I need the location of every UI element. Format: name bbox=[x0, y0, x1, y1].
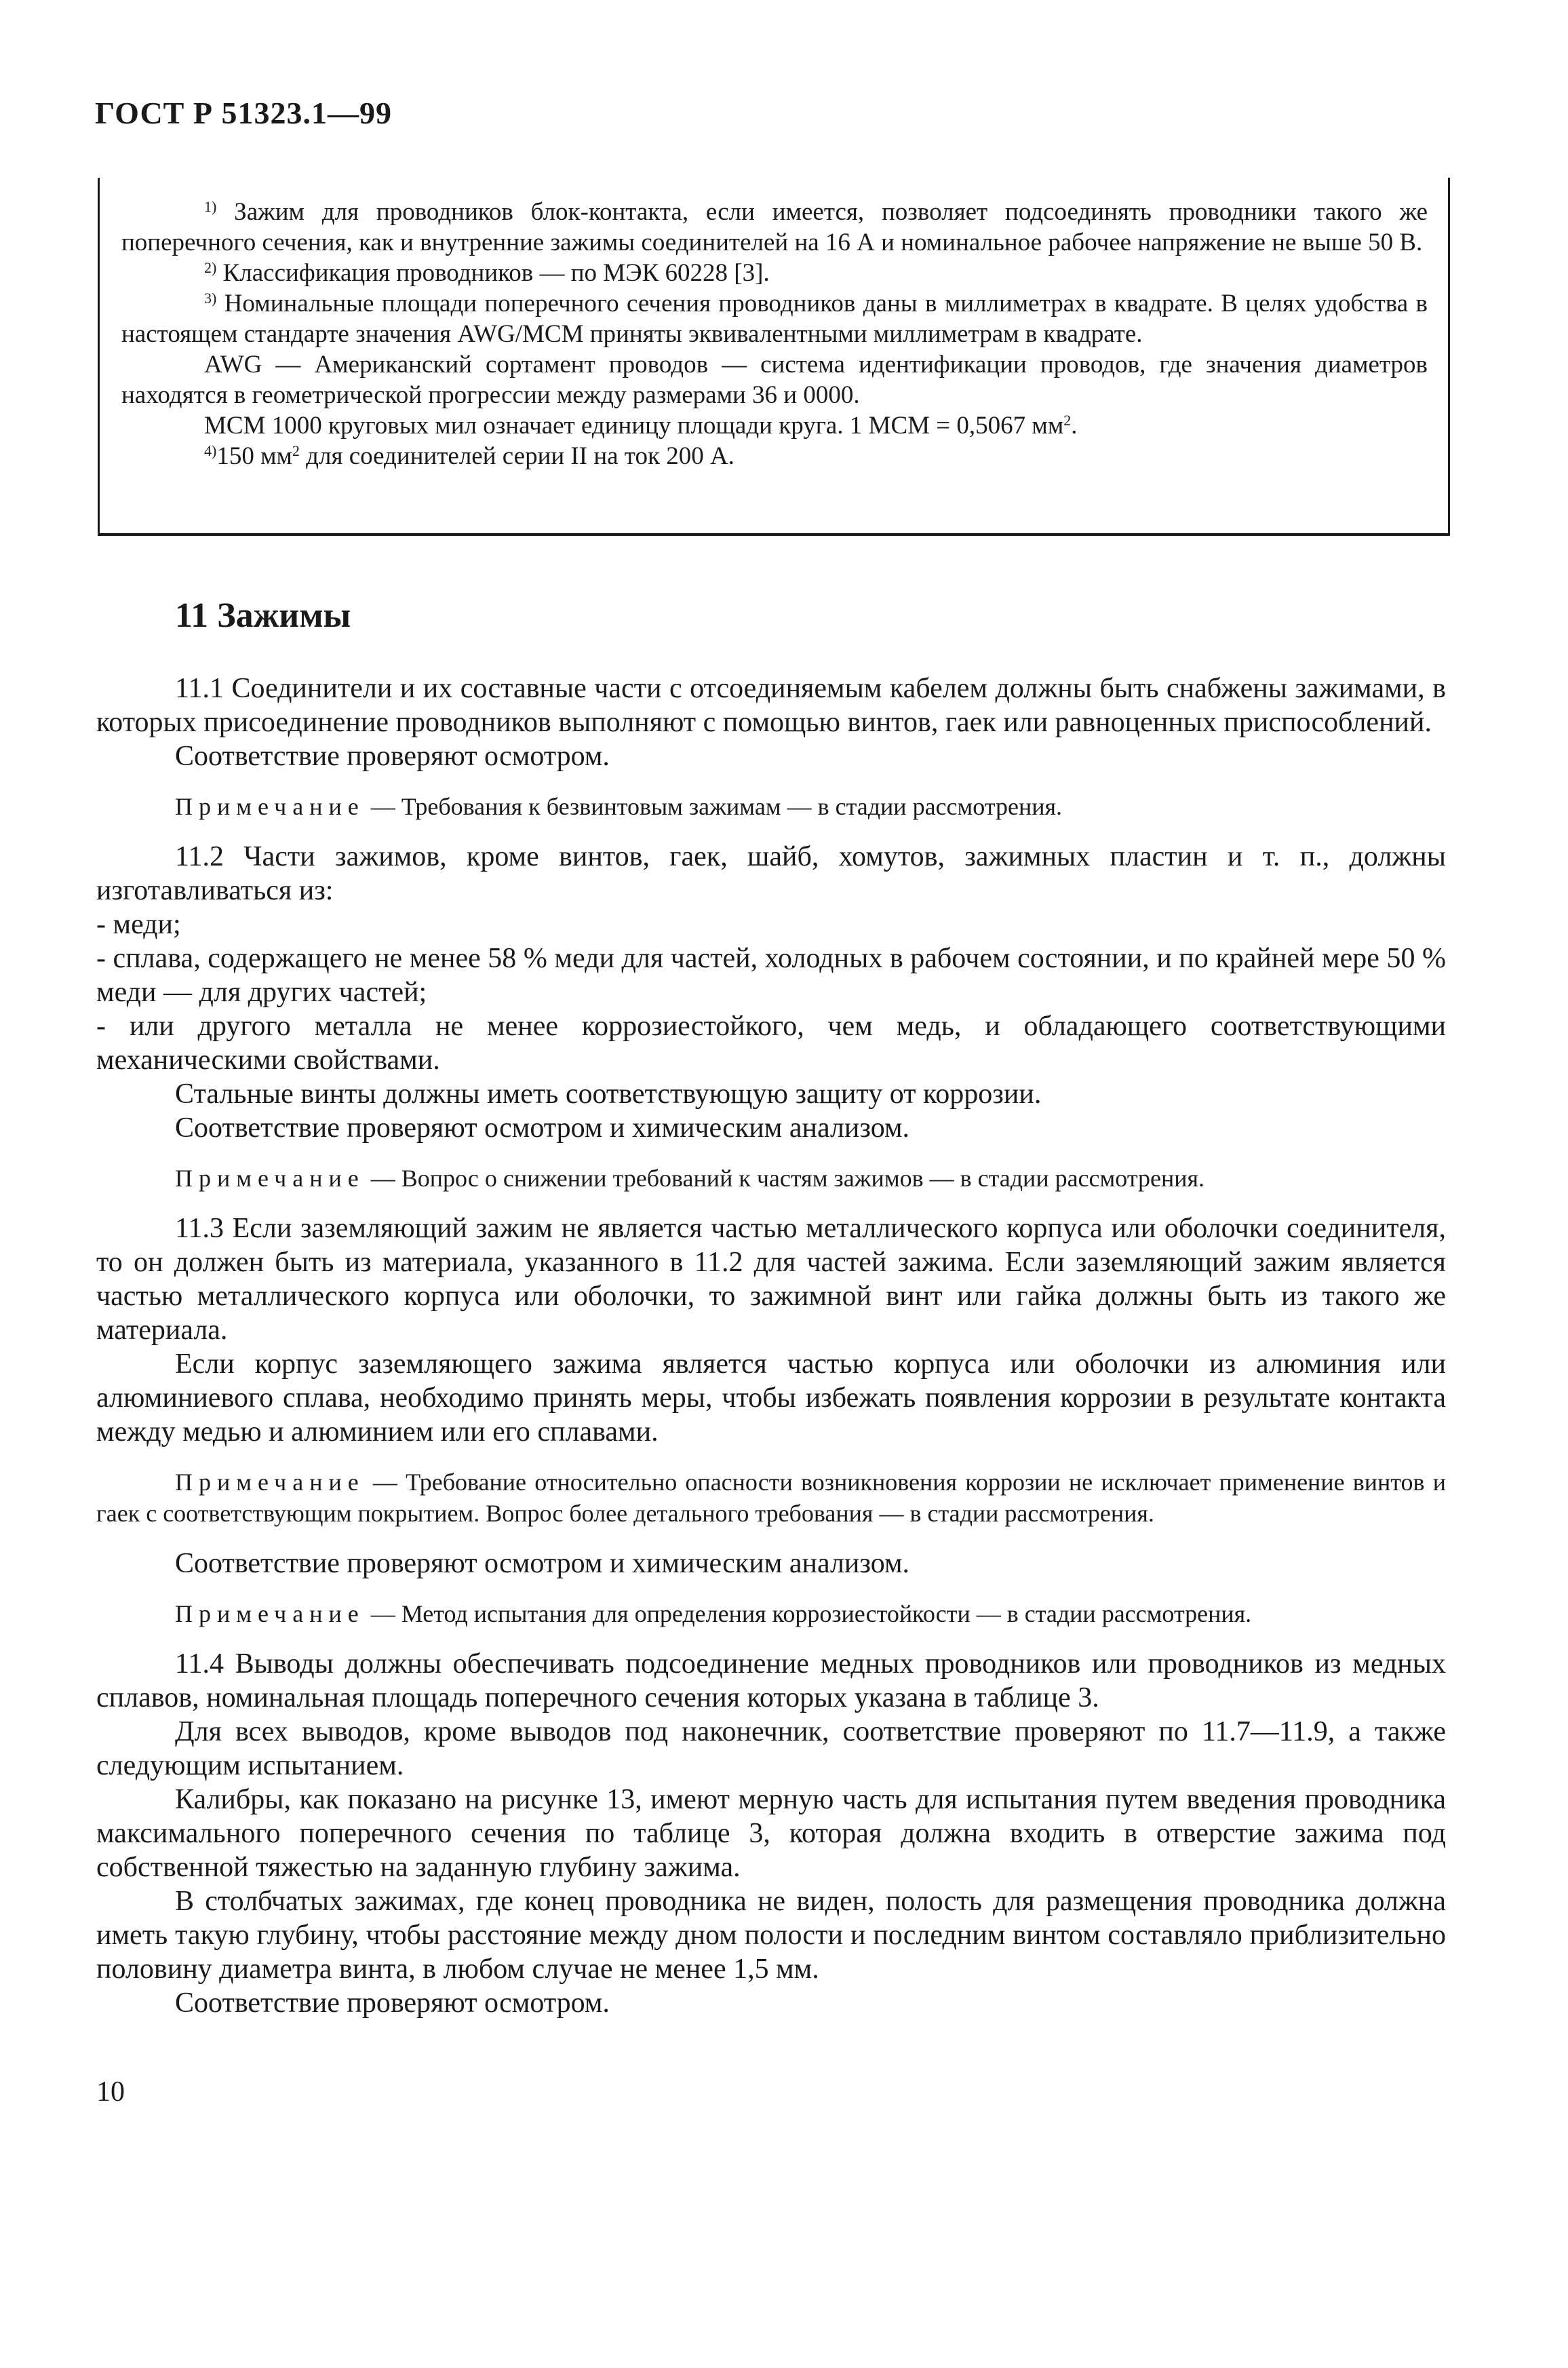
note bbox=[96, 1163, 1446, 1194]
note-label: Примечание bbox=[175, 1165, 365, 1192]
footnote-text: для соединителей серии II на ток 200 А. bbox=[299, 442, 734, 470]
list-item: - сплава, содержащего не менее 58 % меди для частей, холодных в рабочем состоянии, и по крайней мере 50 % меди — для других частей; bbox=[96, 943, 1446, 1008]
footnotes-box bbox=[98, 178, 1450, 536]
compliance-check: Соответствие проверяют осмотром и химическим анализом. bbox=[175, 1112, 910, 1144]
list-item: - или другого металла не менее коррозиестойкого, чем медь, и обладающего соответствующими механическими свойствами. bbox=[96, 1011, 1446, 1076]
compliance-check: Соответствие проверяют осмотром. bbox=[175, 1987, 610, 2019]
page-number: 10 bbox=[96, 2076, 125, 2108]
paragraph-11-4-gauges: Калибры, как показано на рисунке 13, имеют мерную часть для испытания путем введения проводника максимального поперечного сечения по таблице 3, которая должна входить в отверстие зажима под собственной тяжестью на заданную глубину зажима. bbox=[96, 1784, 1446, 1883]
compliance-check: Соответствие проверяют осмотром. bbox=[175, 741, 610, 772]
footnote-mark: 1) bbox=[204, 198, 217, 215]
note bbox=[96, 1467, 1446, 1529]
footnote-text: . bbox=[1071, 412, 1078, 440]
note-text: — Требование относительно опасности возникновения коррозии не исключает применение винтов и гаек с соответствующим покрытием. Вопрос более детального требования — в стадии рассмотрения. bbox=[96, 1469, 1446, 1527]
paragraph-11-3-aluminium: Если корпус заземляющего зажима является частью корпуса или оболочки из алюминия или алюминиевого сплава, необходимо принять меры, чтобы избежать появления коррозии в результате контакта между медью и алюминием или его сплавами. bbox=[96, 1348, 1446, 1448]
paragraph-steel-screws: Стальные винты должны иметь соответствующую защиту от коррозии. bbox=[175, 1079, 1042, 1110]
paragraph-11-2: 11.2 Части зажимов, кроме винтов, гаек, шайб, хомутов, зажимных пластин и т. п., должны изготавливаться из: bbox=[96, 841, 1446, 906]
note-text: — Вопрос о снижении требований к частям зажимов — в стадии рассмотрения. bbox=[364, 1165, 1205, 1192]
paragraph-11-4-outputs: Для всех выводов, кроме выводов под наконечник, соответствие проверяют по 11.7—11.9, а также следующим испытанием. bbox=[96, 1716, 1446, 1781]
paragraph-11-1: 11.1 Соединители и их составные части с отсоединяемым кабелем должны быть снабжены зажимами, в которых присоединение проводников выполняют с помощью винтов, гаек или равноценных приспособлений. bbox=[96, 673, 1446, 738]
footnote-text: Классификация проводников — по МЭК 60228 [3]. bbox=[222, 259, 770, 287]
document-header: ГОСТ Р 51323.1—99 bbox=[95, 96, 392, 130]
footnote-2 bbox=[121, 258, 1428, 288]
footnote-text: MCM 1000 круговых мил означает единицу площади круга. 1 MCM = 0,5067 мм bbox=[204, 412, 1064, 440]
section-title: 11 Зажимы bbox=[175, 596, 351, 635]
footnote-4 bbox=[121, 441, 1428, 471]
footnote-mcm bbox=[121, 410, 1428, 441]
note-text: — Требования к безвинтовым зажимам — в стадии рассмотрения. bbox=[364, 793, 1063, 820]
paragraph-11-4-pillar-terminals: В столбчатых зажимах, где конец проводника не виден, полость для размещения проводника должна иметь такую глубину, чтобы расстояние между дном полости и последним винтом составляло приблизительно половину диаметра винта, в любом случае не менее 1,5 мм. bbox=[96, 1886, 1446, 1985]
note bbox=[96, 1598, 1446, 1629]
main-text bbox=[96, 672, 1446, 2020]
note-label: Примечание bbox=[175, 793, 365, 820]
superscript: 2 bbox=[292, 442, 300, 459]
note-label: Примечание bbox=[175, 1600, 365, 1627]
footnote-text: Номинальные площади поперечного сечения проводников даны в миллиметрах в квадрате. В целях удобства в настоящем стандарте значения AWG/MCM приняты эквивалентными миллиметрам в квадрате. bbox=[121, 290, 1428, 348]
note-text: — Метод испытания для определения коррозиестойкости — в стадии рассмотрения. bbox=[364, 1600, 1252, 1627]
paragraph-11-3: 11.3 Если заземляющий зажим не является частью металлического корпуса или оболочки соединителя, то он должен быть из материала, указанного в 11.2 для частей зажима. Если заземляющий зажим является частью металлического корпуса или оболочки, то зажимной винт или гайка должны быть из такого же материала. bbox=[96, 1213, 1446, 1346]
footnote-3 bbox=[121, 288, 1428, 349]
footnote-text: 150 мм bbox=[216, 442, 292, 470]
footnote-mark: 2) bbox=[204, 259, 217, 276]
footnote-text: Зажим для проводников блок-контакта, если имеется, позволяет подсоединять проводники такого же поперечного сечения, как и внутренние зажимы соединителей на 16 А и номинальное рабочее напряжение не выше 50 В. bbox=[121, 198, 1428, 256]
compliance-check: Соответствие проверяют осмотром и химическим анализом. bbox=[175, 1548, 910, 1579]
paragraph-11-4: 11.4 Выводы должны обеспечивать подсоединение медных проводников или проводников из медных сплавов, номинальная площадь поперечного сечения которых указана в таблице 3. bbox=[96, 1648, 1446, 1713]
list-item: - меди; bbox=[96, 909, 181, 940]
footnote-mark: 4) bbox=[204, 442, 217, 459]
footnote-1 bbox=[121, 197, 1428, 258]
superscript: 2 bbox=[1063, 412, 1072, 429]
note bbox=[96, 791, 1446, 822]
note-label: Примечание bbox=[175, 1469, 365, 1496]
footnote-awg: AWG — Американский сортамент проводов — система идентификации проводов, где значения диаметров находятся в геометрической прогрессии между размерами 36 и 0000. bbox=[121, 351, 1428, 409]
footnote-mark: 3) bbox=[204, 290, 217, 307]
